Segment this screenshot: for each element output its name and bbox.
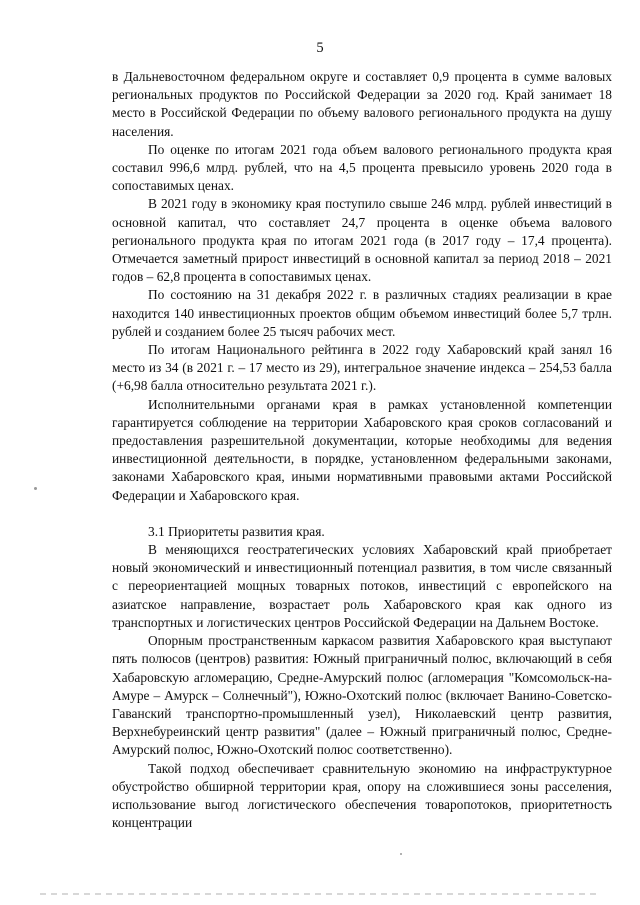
paragraph-geostrategic: В меняющихся геостратегических условиях Хабаровский край приобретает новый экономический и инвестиционный потенциал развития, в том числе связанный с переориентацией мощных товарных потоков, инвестиций с европейского на азиатское направление, возрастает роль Хабаровского края как одного из транспортных и логистических центров Российской Федерации на Дальнем Востоке. xyxy=(112,542,612,630)
scan-artifact-strip xyxy=(40,893,600,895)
paragraph-national-rating: По итогам Национального рейтинга в 2022 году Хабаровский край занял 16 место из 34 (в 2021 г. – 17 место из 29), интегральное значение индекса – 254,53 балла (+6,98 балла относительно результата 2021 г.). xyxy=(112,342,612,394)
document-body xyxy=(112,68,612,832)
paragraph-development-poles: Опорным пространственным каркасом развития Хабаровского края выступают пять полюсов (центров) развития: Южный приграничный полюс, включающий в себя Хабаровскую агломерацию, Средне-Амурский полюс (агломерация "Комсомольск-на-Амуре – Амурск – Солнечный"), Южно-Охотский полюс (включает Ванино-Советско-Гаванский транспортно-промышленный узел), Николаевский центр развития, Верхнебуреинский центр развития" (далее – Южный приграничный полюс, Средне-Амурский полюс, Южно-Охотский полюс соответственно). xyxy=(112,633,612,758)
scan-artifact-dot xyxy=(400,853,402,855)
paragraph-approach: Такой подход обеспечивает сравнительную экономию на инфраструктурное обустройство обширной территории края, опору на сложившиеся зоны расселения, использование выгод логистического обеспечения товаропотоков, приоритетность концентрации xyxy=(112,760,612,831)
paragraph-grp-share: в Дальневосточном федеральном округе и составляет 0,9 процента в сумме валовых региональных продуктов по Российской Федерации за 2020 год. Край занимает 18 место в Российской Федерации по объему валового регионального продукта на душу населения. xyxy=(112,69,612,139)
paragraph-investments-2021: В 2021 году в экономику края поступило свыше 246 млрд. рублей инвестиций в основной капитал, что составляет 24,7 процента в оценке объема валового регионального продукта края по итогам 2021 года (в 2017 году – 17,4 процента). Отмечается заметный прирост инвестиций в основной капитал за период 2018 – 2021 годов – 62,8 процента в сопоставимых ценах. xyxy=(112,196,612,285)
paragraph-executive-bodies: Исполнительными органами края в рамках установленной компетенции гарантируется соблюдение на территории Хабаровского края сроков согласований и предоставления разрешительной документации, которые необходимы для ведения инвестиционной деятельности, в порядке, установленном федеральными законами, законами Хабаровского края, иными нормативными правовыми актами Российской Федерации и Хабаровского края. xyxy=(112,396,612,503)
scan-artifact-dot xyxy=(34,487,37,490)
section-heading-priorities: 3.1 Приоритеты развития края. xyxy=(148,523,325,539)
page-number: 5 xyxy=(316,40,324,56)
paragraph-investment-projects: По состоянию на 31 декабря 2022 г. в различных стадиях реализации в крае находится 140 инвестиционных проектов общим объемом инвестиций более 5,7 трлн. рублей и созданием более 25 тысяч рабочих мест. xyxy=(112,287,612,339)
paragraph-grp-2021: По оценке по итогам 2021 года объем валового регионального продукта края составил 996,6 млрд. рублей, что на 4,5 процента превысило уровень 2020 года в сопоставимых ценах. xyxy=(112,141,612,194)
